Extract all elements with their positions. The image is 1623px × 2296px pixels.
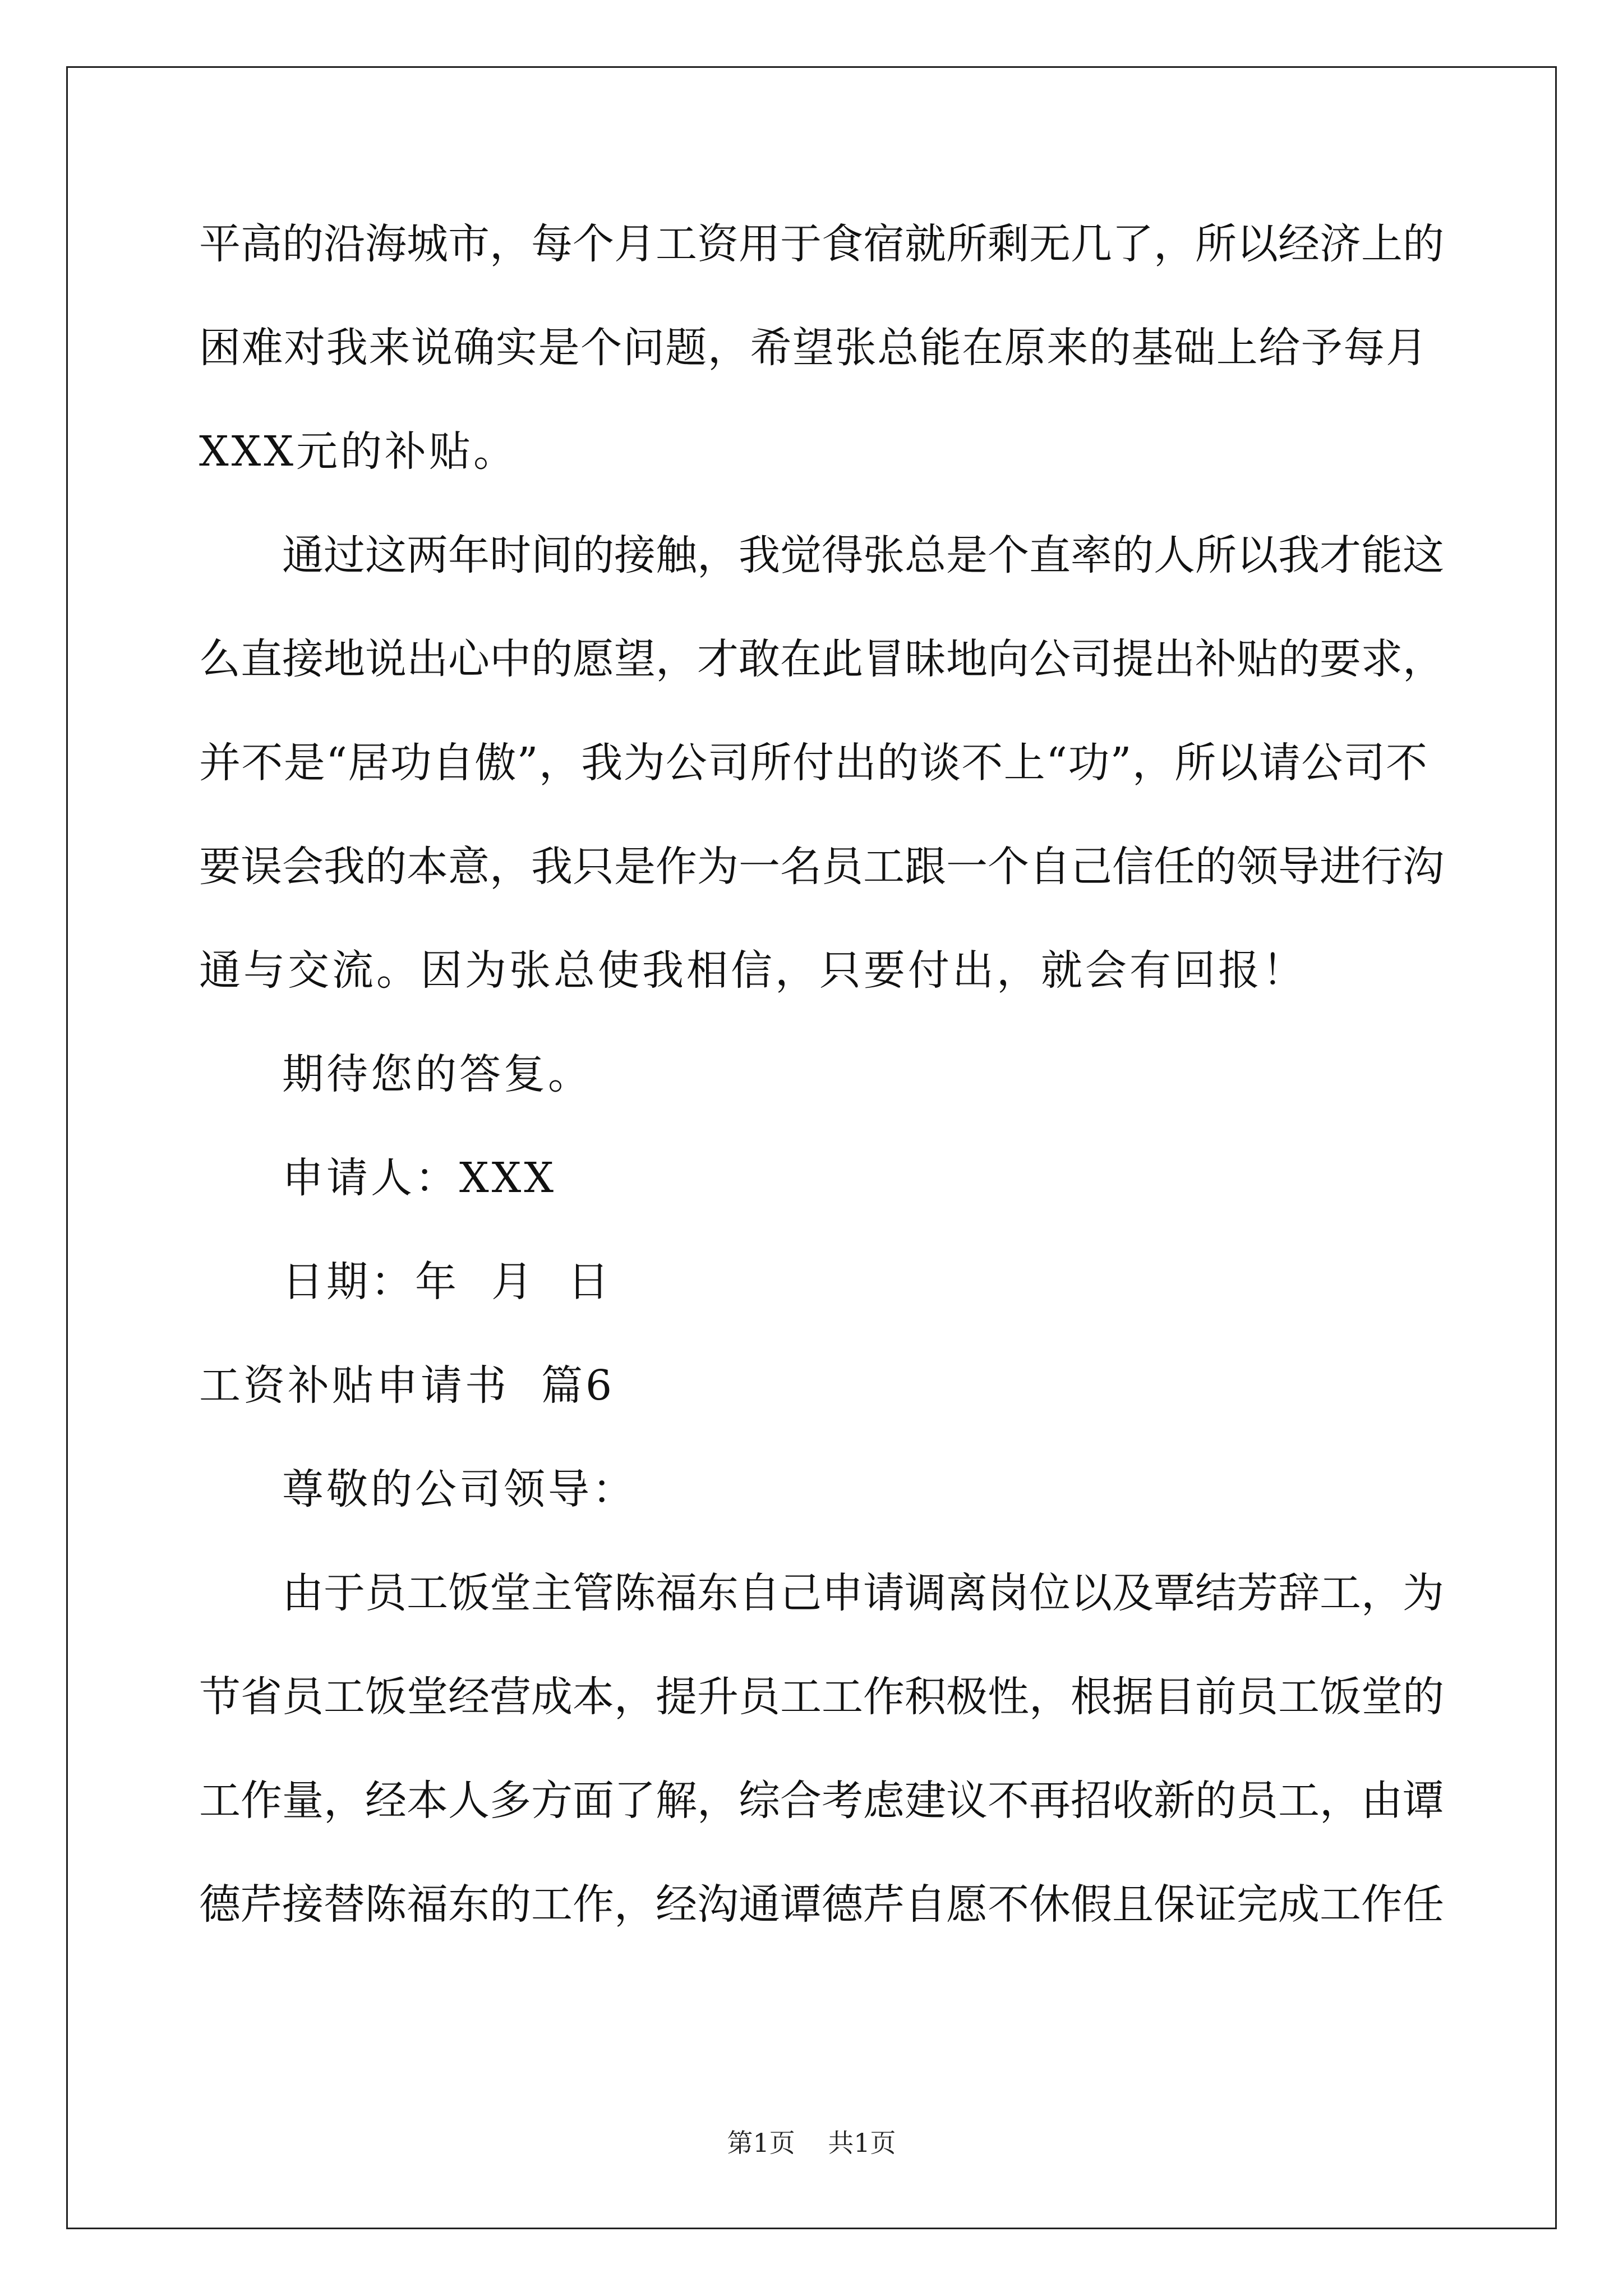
paragraph-first-line: 由于员工饭堂主管陈福东自己申请调离岗位以及覃结芳辞工，为 xyxy=(282,1569,1444,1617)
text-line: 工作量，经本人多方面了解，综合考虑建议不再招收新的员工，由谭 xyxy=(199,1777,1444,1825)
page-footer: 第1页 共1页 xyxy=(727,2128,896,2158)
text-line: 德芹接替陈福东的工作，经沟通谭德芹自愿不休假且保证完成工作任 xyxy=(199,1880,1444,1929)
text-line: 通与交流。因为张总使我相信，只要付出，就会有回报！ xyxy=(199,946,1307,995)
paragraph-first-line: 通过这两年时间的接触，我觉得张总是个直率的人所以我才能这 xyxy=(282,531,1444,579)
text-line: 节省员工饭堂经营成本，提升员工工作积极性，根据目前员工饭堂的 xyxy=(199,1673,1444,1721)
section-title: 工资补贴申请书 篇6 xyxy=(199,1361,615,1410)
text-line: 么直接地说出心中的愿望，才敢在此冒昧地向公司提出补贴的要求， xyxy=(199,635,1444,683)
text-line: 平高的沿海城市，每个月工资用于食宿就所剩无几了，所以经济上的 xyxy=(199,220,1444,268)
text-line: 要误会我的本意，我只是作为一名员工跟一个自己信任的领导进行沟 xyxy=(199,843,1444,891)
date-line: 日期：年 月 日 xyxy=(282,1258,612,1306)
text-line: 困难对我来说确实是个问题，希望张总能在原来的基础上给予每月 xyxy=(199,324,1427,372)
closing-line: 期待您的答复。 xyxy=(282,1050,592,1098)
text-line: 并不是“居功自傲”，我为公司所付出的谈不上“功”，所以请公司不 xyxy=(199,739,1427,787)
applicant-line: 申请人：XXX xyxy=(282,1154,557,1202)
salutation: 尊敬的公司领导： xyxy=(282,1465,637,1513)
text-line: XXX元的补贴。 xyxy=(199,427,518,476)
